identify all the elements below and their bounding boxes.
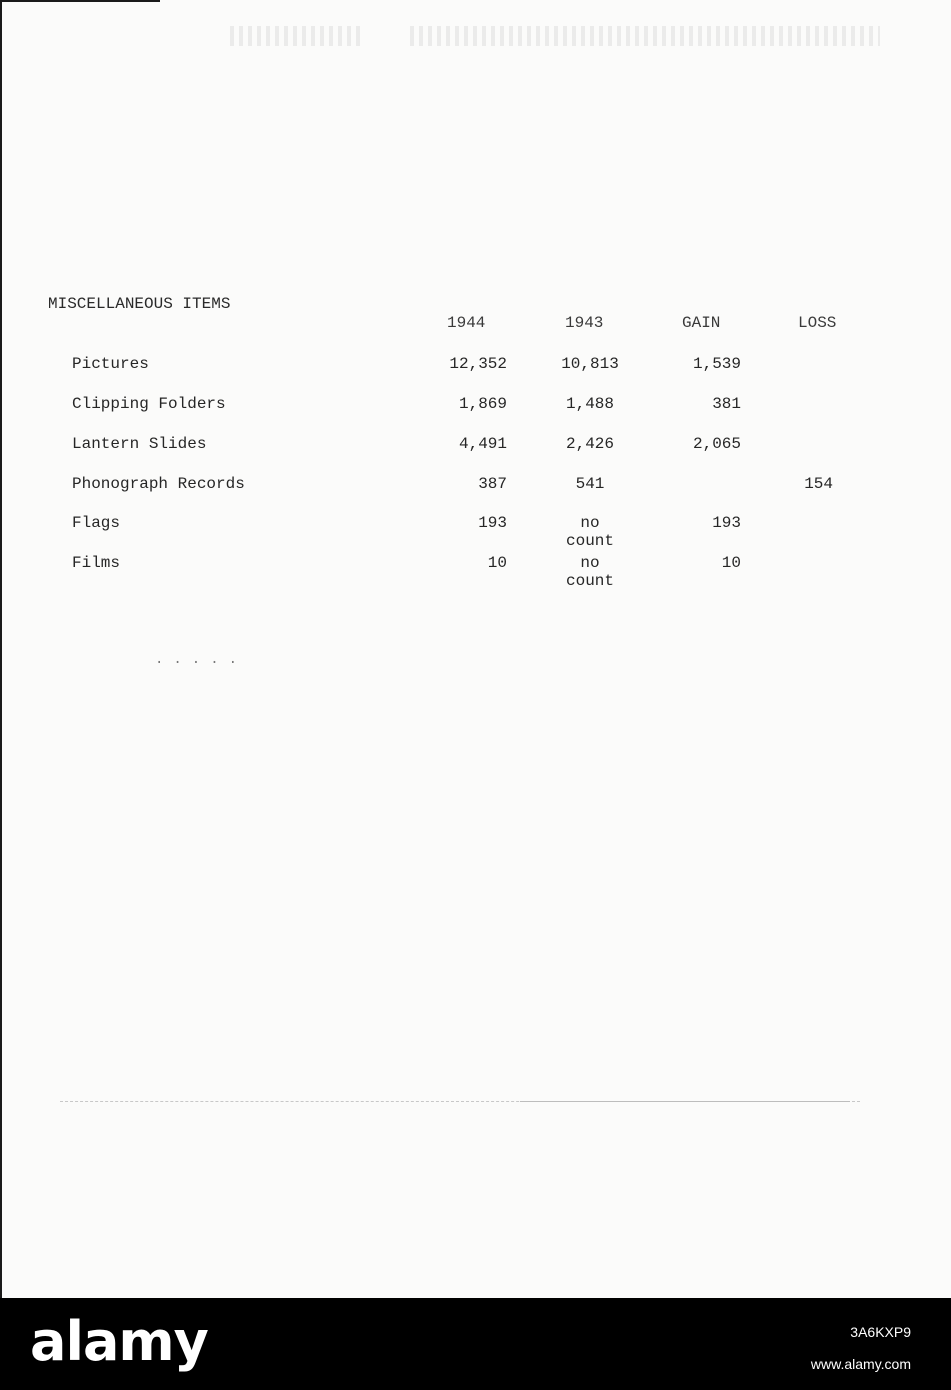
- scan-edge-top: [0, 0, 160, 2]
- value-1943: no count: [565, 554, 614, 590]
- item-label: Lantern Slides: [72, 435, 207, 453]
- value-loss: 154: [804, 475, 833, 493]
- value-gain: 10: [721, 554, 741, 572]
- value-gain: 2,065: [692, 435, 741, 453]
- value-1943: 2,426: [565, 435, 614, 453]
- brand-logo: alamy: [30, 1310, 208, 1373]
- stray-dots: ·····: [155, 655, 248, 671]
- value-1944: 12,352: [449, 355, 507, 373]
- watermark-footer: [0, 1298, 951, 1390]
- column-header-1943: 1943: [565, 314, 604, 332]
- value-gain: 1,539: [692, 355, 741, 373]
- item-label: Clipping Folders: [72, 395, 226, 413]
- value-1944: 193: [478, 514, 507, 532]
- value-1944: 10: [487, 554, 507, 572]
- site-url: www.alamy.com: [810, 1356, 911, 1372]
- image-id: 3A6KXP9: [850, 1324, 911, 1340]
- value-1943: 1,488: [565, 395, 614, 413]
- bleed-through-text: [230, 26, 360, 46]
- item-label: Pictures: [72, 355, 149, 373]
- value-1944: 387: [478, 475, 507, 493]
- value-1943: 10,813: [561, 355, 619, 373]
- column-header-loss: LOSS: [798, 314, 837, 332]
- value-1943: 541: [575, 475, 605, 493]
- value-gain: 381: [712, 395, 741, 413]
- item-label: Phonograph Records: [72, 475, 245, 493]
- value-1943: no count: [565, 514, 614, 550]
- bleed-through-text: [410, 26, 880, 46]
- value-1944: 1,869: [458, 395, 507, 413]
- value-1944: 4,491: [458, 435, 507, 453]
- value-gain: 193: [712, 514, 741, 532]
- column-header-1944: 1944: [447, 314, 486, 332]
- column-header-gain: GAIN: [682, 314, 721, 332]
- section-heading: MISCELLANEOUS ITEMS: [48, 295, 231, 313]
- faint-rule: [520, 1101, 850, 1102]
- scan-edge-left: [0, 0, 2, 1298]
- item-label: Flags: [72, 514, 121, 532]
- item-label: Films: [72, 554, 121, 572]
